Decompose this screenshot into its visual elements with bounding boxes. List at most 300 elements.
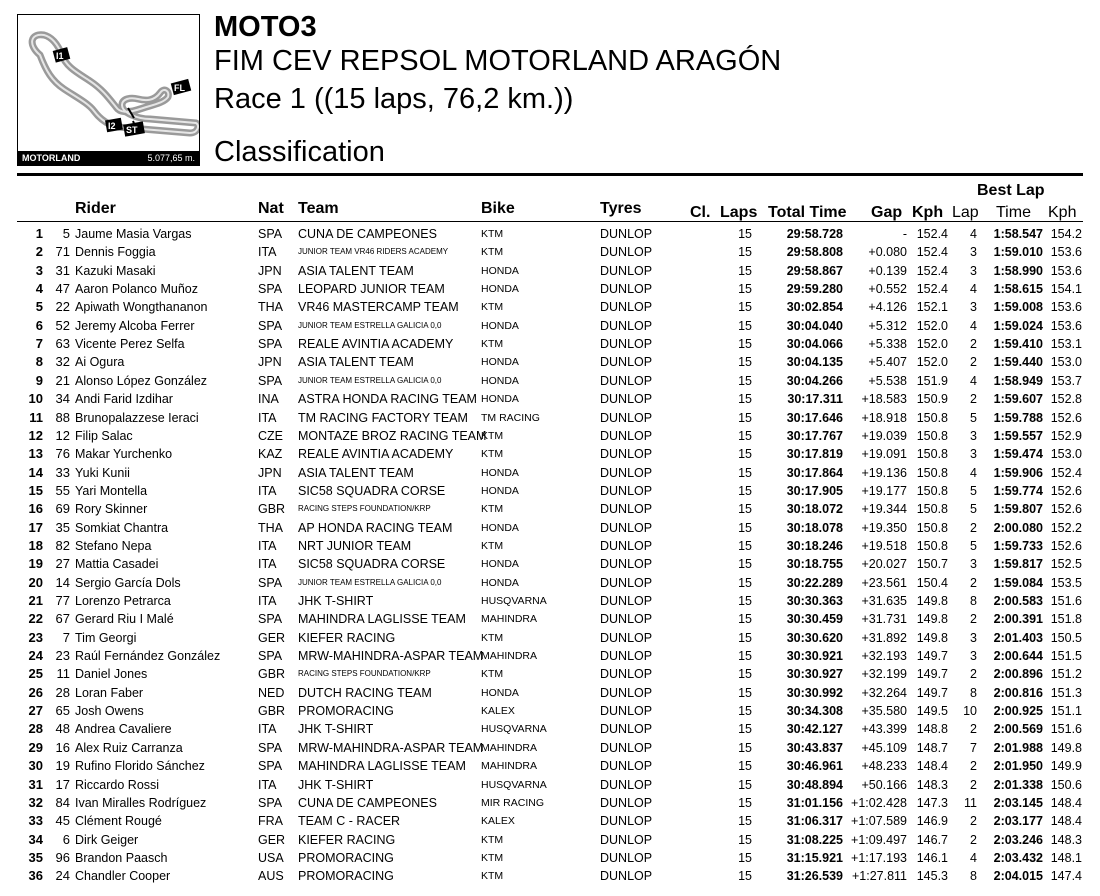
best-lap-number: 4 (970, 227, 977, 241)
best-lap-kph: 154.1 (1050, 282, 1082, 297)
gap: +19.344 (861, 502, 907, 517)
best-lap-number: 3 (970, 300, 977, 315)
rider-number: 32 (55, 354, 70, 370)
best-lap-time: 2:01.403 (993, 630, 1043, 645)
rider-name: Alex Ruiz Carranza (75, 740, 183, 755)
speed-kph: 148.3 (916, 777, 948, 792)
tyres: DUNLOP (600, 649, 653, 664)
position: 27 (28, 703, 43, 719)
rider-name: Alonso López González (75, 373, 208, 388)
total-time: 30:30.363 (786, 594, 843, 608)
logo-label-st: ST (126, 125, 138, 135)
best-lap-time: 1:58.615 (993, 282, 1043, 297)
rider-name: Yari Montella (75, 483, 148, 498)
rider-number: 11 (56, 666, 70, 682)
speed-kph: 149.8 (916, 594, 948, 608)
section-title: Classification (214, 136, 385, 168)
bike: KTM (481, 448, 504, 461)
best-lap-time: 2:00.569 (993, 722, 1043, 737)
laps: 15 (738, 869, 752, 884)
position: 16 (28, 501, 43, 517)
gap: +0.139 (868, 263, 907, 278)
table-row (0, 225, 1100, 243)
speed-kph: 149.8 (916, 612, 948, 627)
team-name: JUNIOR TEAM ESTRELLA GALICIA 0,0 (298, 320, 442, 330)
bike: KTM (481, 429, 504, 442)
rider-number: 19 (55, 758, 70, 774)
total-time: 30:17.646 (786, 410, 843, 425)
best-lap-kph: 153.0 (1050, 447, 1082, 462)
rider-number: 35 (55, 519, 70, 535)
best-lap-time: 1:59.557 (993, 428, 1043, 443)
tyres: DUNLOP (600, 355, 653, 370)
tyres: DUNLOP (600, 594, 653, 608)
laps: 15 (738, 282, 752, 297)
team-name: CUNA DE CAMPEONES (298, 227, 437, 241)
speed-kph: 152.4 (916, 227, 948, 241)
col-best-kph: Kph (1048, 204, 1077, 221)
best-lap-kph: 148.1 (1050, 850, 1082, 865)
rider-number: 71 (55, 244, 70, 260)
bike: KTM (481, 503, 504, 516)
rider-number: 24 (55, 868, 70, 884)
best-lap-time: 1:59.817 (993, 557, 1043, 572)
nationality: GBR (258, 502, 286, 517)
best-lap-kph: 151.5 (1050, 649, 1082, 664)
nationality: NED (258, 685, 285, 700)
best-lap-number: 2 (970, 777, 977, 792)
best-lap-number: 8 (970, 685, 977, 700)
gap: +50.166 (861, 777, 907, 792)
gap: +23.561 (861, 575, 907, 590)
nationality: GBR (258, 667, 286, 682)
tyres: DUNLOP (600, 630, 653, 645)
rider-name: Sergio García Dols (75, 575, 181, 590)
speed-kph: 152.4 (916, 245, 948, 260)
total-time: 30:04.066 (786, 337, 843, 352)
best-lap-kph: 147.4 (1050, 869, 1082, 884)
team-name: JUNIOR TEAM ESTRELLA GALICIA 0,0 (298, 577, 442, 587)
total-time: 30:30.927 (786, 667, 843, 682)
laps: 15 (738, 318, 752, 333)
rider-name: Filip Salac (75, 428, 133, 443)
total-time: 30:17.864 (786, 465, 843, 480)
best-lap-time: 2:03.145 (993, 795, 1043, 810)
best-lap-time: 2:00.080 (993, 520, 1043, 535)
table-row (0, 629, 1100, 647)
table-row (0, 592, 1100, 610)
rider-number: 27 (55, 556, 70, 572)
total-time: 29:58.867 (786, 263, 843, 278)
rider-number: 31 (55, 262, 70, 278)
laps: 15 (738, 355, 752, 370)
speed-kph: 152.1 (916, 300, 948, 315)
nationality: JPN (258, 355, 282, 370)
total-time: 30:17.905 (786, 483, 843, 498)
best-lap-number: 5 (970, 538, 977, 553)
best-lap-number: 2 (970, 832, 977, 847)
laps: 15 (738, 502, 752, 517)
rider-number: 33 (55, 464, 70, 480)
speed-kph: 150.8 (916, 483, 948, 498)
rider-name: Gerard Riu I Malé (75, 612, 174, 627)
best-lap-time: 2:03.432 (993, 850, 1043, 865)
speed-kph: 152.0 (916, 337, 948, 352)
position: 6 (35, 317, 43, 333)
table-row (0, 372, 1100, 390)
speed-kph: 150.8 (916, 502, 948, 517)
position: 2 (35, 244, 43, 260)
team-name: SIC58 SQUADRA CORSE (298, 557, 446, 572)
position: 5 (35, 299, 43, 315)
tyres: DUNLOP (600, 282, 653, 297)
gap: +20.027 (861, 557, 907, 572)
best-lap-number: 2 (970, 392, 977, 407)
nationality: SPA (258, 337, 283, 352)
best-lap-number: 3 (970, 263, 977, 278)
tyres: DUNLOP (600, 392, 653, 407)
col-tyres: Tyres (600, 200, 642, 217)
rider-number: 52 (55, 317, 70, 333)
best-lap-kph: 152.4 (1050, 465, 1082, 480)
table-header-divider (17, 221, 1083, 222)
bike: HONDA (481, 283, 519, 296)
laps: 15 (738, 630, 752, 645)
rider-number: 34 (55, 391, 70, 407)
best-lap-time: 1:59.008 (993, 300, 1043, 315)
team-name: PROMORACING (298, 869, 394, 884)
best-lap-time: 1:58.949 (993, 373, 1043, 388)
team-name: ASIA TALENT TEAM (298, 355, 414, 370)
tyres: DUNLOP (600, 814, 653, 829)
tyres: DUNLOP (600, 612, 653, 627)
position: 10 (28, 391, 43, 407)
col-bike: Bike (481, 200, 515, 217)
table-row (0, 390, 1100, 408)
nationality: ITA (258, 594, 277, 608)
team-name: CUNA DE CAMPEONES (298, 795, 437, 810)
nationality: SPA (258, 282, 283, 297)
best-lap-time: 1:59.410 (993, 337, 1043, 352)
laps: 15 (738, 740, 752, 755)
best-lap-number: 4 (970, 373, 977, 388)
gap: - (902, 227, 907, 241)
rider-name: Rufino Florido Sánchez (75, 759, 205, 774)
best-lap-kph: 152.6 (1050, 483, 1082, 498)
gap: +18.918 (861, 410, 907, 425)
table-row (0, 519, 1100, 537)
total-time: 30:04.040 (786, 318, 843, 333)
team-name: KIEFER RACING (298, 832, 396, 847)
category-title: MOTO3 (214, 11, 317, 43)
best-lap-kph: 153.1 (1050, 337, 1082, 352)
laps: 15 (738, 814, 752, 829)
gap: +5.538 (868, 373, 907, 388)
rider-name: Aaron Polanco Muñoz (75, 282, 198, 297)
total-time: 30:30.921 (786, 649, 843, 664)
rider-name: Somkiat Chantra (75, 520, 169, 535)
nationality: ITA (258, 557, 277, 572)
position: 7 (35, 336, 43, 352)
position: 9 (35, 372, 43, 388)
speed-kph: 148.7 (916, 740, 948, 755)
bike: MAHINDRA (481, 760, 538, 773)
speed-kph: 150.8 (916, 520, 948, 535)
bike: HONDA (481, 319, 519, 332)
rider-name: Brunopalazzese Ieraci (75, 410, 199, 425)
team-name: JHK T-SHIRT (298, 594, 374, 608)
nationality: FRA (258, 814, 283, 829)
best-lap-number: 2 (970, 814, 977, 829)
rider-name: Stefano Nepa (75, 538, 152, 553)
best-lap-kph: 152.6 (1050, 502, 1082, 517)
table-row (0, 739, 1100, 757)
speed-kph: 152.4 (916, 263, 948, 278)
best-lap-time: 2:00.583 (993, 594, 1043, 608)
best-lap-number: 2 (970, 612, 977, 627)
position: 17 (28, 519, 43, 535)
rider-name: Riccardo Rossi (75, 777, 160, 792)
speed-kph: 150.8 (916, 465, 948, 480)
team-name: TM RACING FACTORY TEAM (298, 410, 468, 425)
best-lap-time: 2:03.177 (993, 814, 1043, 829)
table-row (0, 353, 1100, 371)
best-lap-number: 2 (970, 520, 977, 535)
col-cl: Cl. (690, 204, 711, 221)
best-lap-number: 5 (970, 483, 977, 498)
rider-name: Rory Skinner (75, 502, 148, 517)
total-time: 31:15.921 (786, 850, 843, 865)
nationality: ITA (258, 722, 277, 737)
nationality: INA (258, 392, 279, 407)
gap: +5.407 (868, 355, 907, 370)
rider-name: Andrea Cavaliere (75, 722, 172, 737)
nationality: KAZ (258, 447, 283, 462)
speed-kph: 150.8 (916, 428, 948, 443)
col-rider: Rider (75, 200, 116, 217)
position: 31 (28, 776, 43, 792)
bike: MAHINDRA (481, 613, 538, 626)
best-lap-number: 4 (970, 850, 977, 865)
speed-kph: 148.8 (916, 722, 948, 737)
tyres: DUNLOP (600, 428, 653, 443)
rider-name: Jaume Masia Vargas (75, 227, 192, 241)
best-lap-number: 8 (970, 594, 977, 608)
nationality: GER (258, 630, 286, 645)
speed-kph: 150.8 (916, 447, 948, 462)
team-name: LEOPARD JUNIOR TEAM (298, 282, 445, 297)
gap: +35.580 (861, 704, 907, 719)
gap: +1:09.497 (851, 832, 907, 847)
best-lap-time: 2:04.015 (993, 869, 1043, 884)
table-row (0, 298, 1100, 316)
gap: +19.136 (861, 465, 907, 480)
best-lap-kph: 149.9 (1050, 759, 1082, 774)
best-lap-time: 1:59.010 (993, 245, 1043, 260)
rider-number: 17 (55, 776, 70, 792)
table-row (0, 409, 1100, 427)
best-lap-number: 3 (970, 630, 977, 645)
best-lap-kph: 151.6 (1050, 722, 1082, 737)
nationality: SPA (258, 373, 283, 388)
speed-kph: 146.9 (916, 814, 948, 829)
laps: 15 (738, 850, 752, 865)
position: 1 (35, 226, 43, 241)
table-row (0, 776, 1100, 794)
best-lap-time: 2:00.644 (993, 649, 1043, 664)
best-lap-kph: 152.6 (1050, 410, 1082, 425)
gap: +31.892 (861, 630, 907, 645)
nationality: ITA (258, 777, 277, 792)
gap: +19.177 (861, 483, 907, 498)
gap: +1:07.589 (851, 814, 907, 829)
gap: +19.350 (861, 520, 907, 535)
col-lap: Lap (952, 204, 979, 221)
bike: KTM (481, 631, 504, 644)
total-time: 29:58.728 (786, 227, 843, 241)
rider-number: 69 (55, 501, 70, 517)
rider-name: Ivan Miralles Rodríguez (75, 795, 207, 810)
tyres: DUNLOP (600, 685, 653, 700)
laps: 15 (738, 465, 752, 480)
best-lap-time: 2:00.896 (993, 667, 1043, 682)
gap: +32.264 (861, 685, 907, 700)
tyres: DUNLOP (600, 465, 653, 480)
speed-kph: 150.8 (916, 538, 948, 553)
table-row (0, 243, 1100, 261)
circuit-info-bar (18, 151, 199, 165)
table-row (0, 849, 1100, 867)
team-name: REALE AVINTIA ACADEMY (298, 447, 454, 462)
tyres: DUNLOP (600, 227, 653, 241)
best-lap-number: 3 (970, 428, 977, 443)
best-lap-number: 3 (970, 447, 977, 462)
tyres: DUNLOP (600, 557, 653, 572)
rider-number: 21 (55, 372, 70, 388)
best-lap-time: 2:01.950 (993, 759, 1043, 774)
best-lap-number: 3 (970, 649, 977, 664)
best-lap-kph: 152.2 (1050, 520, 1082, 535)
laps: 15 (738, 722, 752, 737)
table-row (0, 720, 1100, 738)
position: 11 (29, 409, 43, 425)
total-time: 30:18.072 (786, 502, 843, 517)
nationality: JPN (258, 263, 282, 278)
tyres: DUNLOP (600, 447, 653, 462)
best-lap-kph: 153.6 (1050, 300, 1082, 315)
laps: 15 (738, 685, 752, 700)
rider-number: 65 (55, 703, 70, 719)
table-row (0, 427, 1100, 445)
position: 34 (28, 831, 43, 847)
team-name: PROMORACING (298, 850, 394, 865)
best-lap-kph: 151.1 (1050, 704, 1082, 719)
speed-kph: 149.5 (916, 704, 948, 719)
laps: 15 (738, 245, 752, 260)
team-name: MAHINDRA LAGLISSE TEAM (298, 612, 466, 627)
best-lap-number: 4 (970, 318, 977, 333)
total-time: 30:17.311 (787, 392, 843, 407)
team-name: JHK T-SHIRT (298, 722, 374, 737)
rider-name: Brandon Paasch (75, 850, 168, 865)
laps: 15 (738, 832, 752, 847)
position: 3 (35, 262, 43, 278)
nationality: SPA (258, 649, 283, 664)
rider-name: Chandler Cooper (75, 869, 171, 884)
table-row (0, 684, 1100, 702)
best-lap-kph: 154.2 (1050, 227, 1082, 241)
table-row (0, 317, 1100, 335)
bike: KTM (481, 301, 504, 314)
bike: KTM (481, 668, 504, 681)
laps: 15 (738, 483, 752, 498)
best-lap-kph: 153.5 (1050, 575, 1082, 590)
best-lap-kph: 152.6 (1050, 538, 1082, 553)
bike: HONDA (481, 558, 519, 571)
table-row (0, 574, 1100, 592)
rider-number: 84 (55, 794, 70, 810)
total-time: 30:34.308 (786, 704, 843, 719)
rider-name: Lorenzo Petrarca (75, 594, 171, 608)
nationality: ITA (258, 483, 277, 498)
laps: 15 (738, 373, 752, 388)
gap: +5.338 (868, 337, 907, 352)
position: 25 (28, 666, 43, 682)
best-lap-time: 2:03.246 (993, 832, 1043, 847)
logo-label-i1: I1 (56, 51, 64, 61)
rider-name: Mattia Casadei (75, 557, 159, 572)
rider-name: Apiwath Wongthananon (75, 300, 208, 315)
laps: 15 (738, 538, 752, 553)
rider-number: 63 (55, 336, 70, 352)
best-lap-kph: 153.6 (1050, 245, 1082, 260)
nationality: THA (258, 300, 283, 315)
rider-number: 55 (55, 482, 70, 498)
rider-number: 6 (62, 831, 70, 847)
laps: 15 (738, 227, 752, 241)
best-lap-number: 5 (970, 410, 977, 425)
nationality: GER (258, 832, 286, 847)
best-lap-kph: 153.7 (1050, 373, 1082, 388)
bike: HONDA (481, 576, 519, 589)
nationality: THA (258, 520, 283, 535)
bike: KTM (481, 338, 504, 351)
total-time: 30:04.266 (786, 373, 843, 388)
total-time: 30:48.894 (786, 777, 843, 792)
total-time: 30:46.961 (786, 759, 843, 774)
best-lap-kph: 151.3 (1050, 685, 1082, 700)
best-lap-time: 1:59.774 (993, 483, 1043, 498)
tyres: DUNLOP (600, 850, 653, 865)
speed-kph: 150.9 (916, 392, 948, 407)
gap: +31.635 (861, 594, 907, 608)
best-lap-kph: 148.4 (1050, 814, 1082, 829)
position: 22 (28, 611, 43, 627)
team-name: MAHINDRA LAGLISSE TEAM (298, 759, 466, 774)
speed-kph: 150.7 (916, 557, 948, 572)
position: 23 (28, 629, 43, 645)
team-name: NRT JUNIOR TEAM (298, 538, 412, 553)
gap: +31.731 (861, 612, 907, 627)
rider-number: 47 (55, 281, 70, 297)
tyres: DUNLOP (600, 318, 653, 333)
best-lap-kph: 148.3 (1050, 832, 1082, 847)
best-lap-number: 3 (970, 245, 977, 260)
bike: KALEX (481, 705, 515, 718)
rider-name: Ai Ogura (75, 355, 125, 370)
rider-name: Jeremy Alcoba Ferrer (75, 318, 195, 333)
nationality: CZE (258, 428, 283, 443)
